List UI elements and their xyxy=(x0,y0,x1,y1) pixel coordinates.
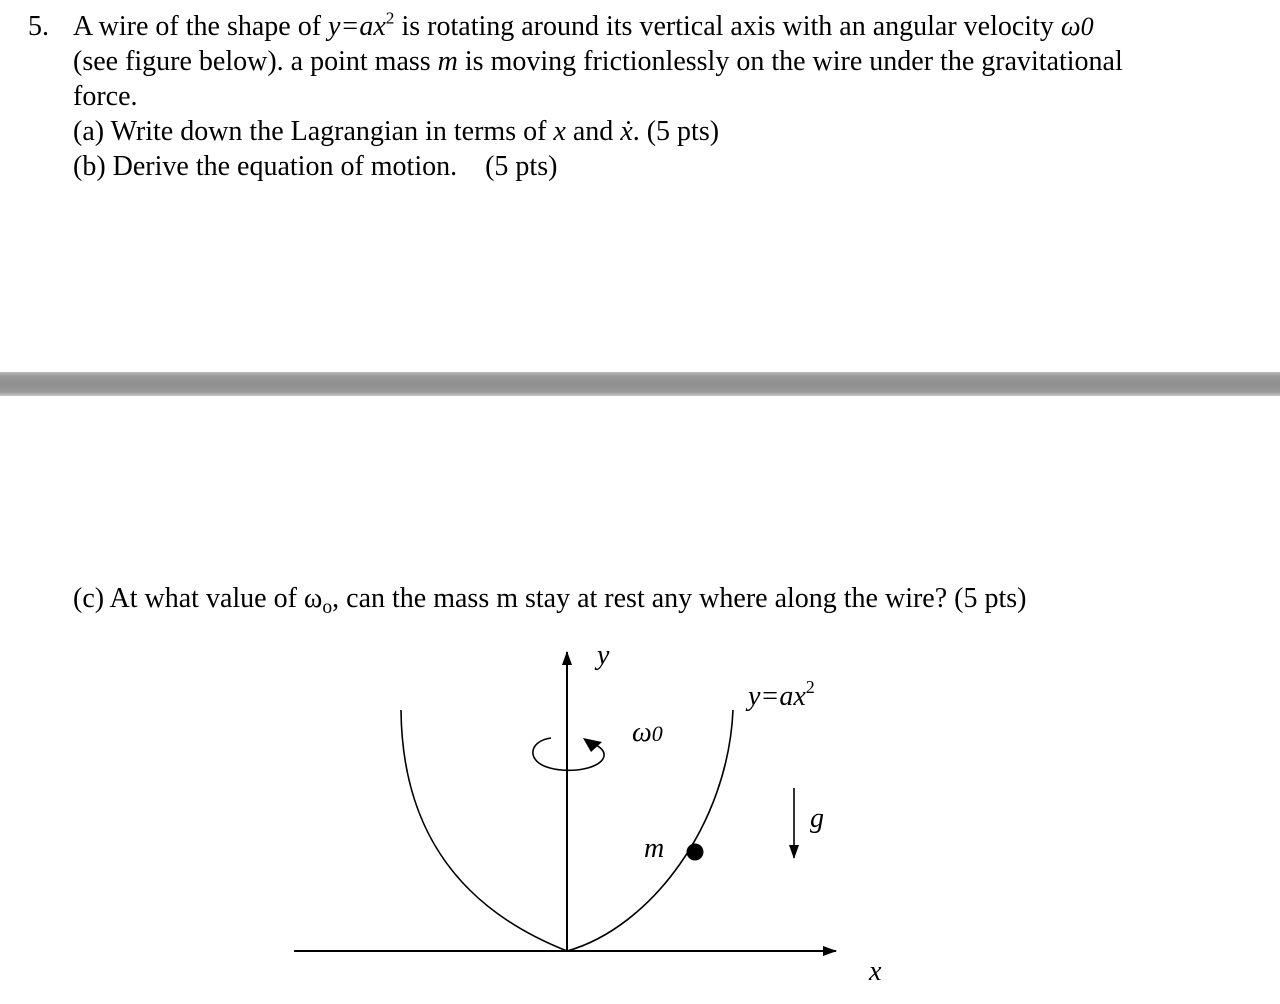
omega-inline-sub: 0 xyxy=(1080,12,1094,41)
curve-label-text: y=ax xyxy=(748,681,806,712)
mass-inline: m xyxy=(437,46,458,77)
curve-label xyxy=(745,677,815,712)
equation-exponent: 2 xyxy=(385,8,395,28)
gravity-label: g xyxy=(810,803,824,834)
part-a-xdot: ẋ xyxy=(620,116,633,147)
curve-label-exponent: 2 xyxy=(805,677,815,697)
part-a-text-2: and xyxy=(565,116,621,147)
problem-line-1 xyxy=(73,10,1094,44)
part-a-x: x xyxy=(553,116,566,147)
x-axis-label: x xyxy=(869,956,882,987)
omega-inline: ω xyxy=(1060,11,1081,42)
point-mass xyxy=(687,844,704,861)
question-number: 5. xyxy=(28,11,49,42)
y-axis-label: y xyxy=(597,640,610,671)
part-b: (b) Derive the equation of motion. (5 pts) xyxy=(73,151,558,182)
part-c-text-2: , can the mass m stay at rest any where along the wire? (5 pts) xyxy=(332,583,1027,614)
line2-text-b: is moving frictionlessly on the wire under the gravitational xyxy=(457,46,1123,77)
rotation-arrowhead-icon xyxy=(583,738,602,752)
equation-inline: y=ax xyxy=(328,11,386,42)
part-c xyxy=(73,582,1026,616)
parabola-wire xyxy=(401,710,733,951)
line1-text-a: A wire of the shape of xyxy=(73,11,329,42)
line1-text-b: is rotating around its vertical axis with an angular velocity xyxy=(394,11,1061,42)
omega-label-symbol: ω xyxy=(632,717,652,748)
page-break-divider xyxy=(0,372,1280,396)
rotation-arrow-icon xyxy=(533,738,604,770)
line2-text-a: (see figure below). a point mass xyxy=(73,46,438,77)
part-a-text-1: (a) Write down the Lagrangian in terms of xyxy=(73,116,554,147)
omega-label xyxy=(632,717,663,748)
problem-line-2 xyxy=(73,45,1123,79)
part-c-sub: o xyxy=(322,596,333,618)
problem-line-3: force. xyxy=(73,81,138,112)
part-a-text-3: . (5 pts) xyxy=(632,116,720,147)
part-a xyxy=(73,115,719,149)
part-c-text-1: (c) At what value of ω xyxy=(73,583,323,614)
omega-label-sub: 0 xyxy=(651,721,663,746)
mass-label: m xyxy=(644,833,665,864)
